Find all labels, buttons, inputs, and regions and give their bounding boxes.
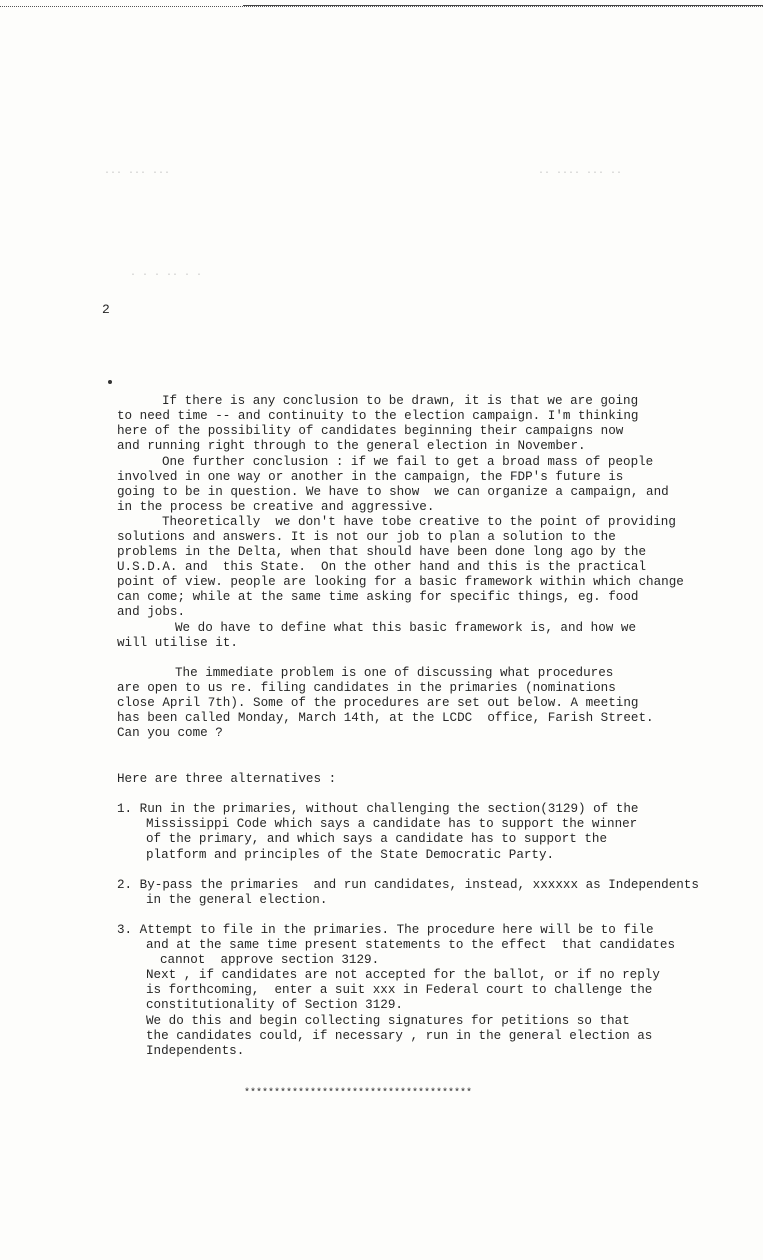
text-line: U.S.D.A. and this State. On the other hand and this is the practical [117,560,647,574]
text-line: point of view. people are looking for a basic framework within which change [117,575,684,589]
scan-top-edge [0,0,763,7]
text-line: constitutionality of Section 3129. [146,998,403,1012]
text-line: Mississippi Code which says a candidate has to support the winner [146,817,638,831]
text-line: close April 7th). Some of the procedures are set out below. A meeting [117,696,639,710]
separator-line: ************************************** [244,1088,473,1099]
text-line: here of the possibility of candidates beginning their campaigns now [117,424,624,438]
page-marker: 2 [102,302,110,317]
text-line: of the primary, and which says a candidate has to support the [146,832,608,846]
bullet-mark [108,380,112,384]
text-line: Theoretically we don't have tobe creative to the point of providing [162,515,676,529]
text-line: The immediate problem is one of discussing what procedures [175,666,614,680]
text-line: cannot approve section 3129. [160,953,380,967]
text-line: involved in one way or another in the campaign, the FDP's future is [117,470,624,484]
text-line: can come; while at the same time asking for specific things, eg. food [117,590,639,604]
text-line: to need time -- and continuity to the election campaign. I'm thinking [117,409,639,423]
text-line: We do have to define what this basic framework is, and how we [175,621,637,635]
text-line: Next , if candidates are not accepted for the ballot, or if no reply [146,968,660,982]
text-line: are open to us re. filing candidates in the primaries (nominations [117,681,616,695]
text-line: platform and principles of the State Democratic Party. [146,848,555,862]
text-line: We do this and begin collecting signatures for petitions so that [146,1014,630,1028]
text-line: problems in the Delta, when that should have been done long ago by the [117,545,647,559]
text-line: 3. Attempt to file in the primaries. The procedure here will be to file [117,923,654,937]
text-line: 1. Run in the primaries, without challenging the section(3129) of the [117,802,639,816]
text-line: solutions and answers. It is not our job to plan a solution to the [117,530,616,544]
text-line: and jobs. [117,605,186,619]
text-line: Here are three alternatives : [117,772,337,786]
text-line: has been called Monday, March 14th, at the LCDC office, Farish Street. [117,711,654,725]
text-line: One further conclusion : if we fail to get a broad mass of people [162,455,654,469]
bleed-through-mark: · · · ·· · · [130,270,203,281]
bleed-through-mark: ·· ···· ··· ·· [538,168,623,179]
text-line: 2. By-pass the primaries and run candidates, instead, xxxxxx as Independents [117,878,699,892]
text-line: in the general election. [146,893,328,907]
text-line: is forthcoming, enter a suit xxx in Federal court to challenge the [146,983,653,997]
text-line: If there is any conclusion to be drawn, it is that we are going [162,394,639,408]
scan-top-edge-line [243,0,763,6]
bleed-through-mark: ··· ··· ··· [104,168,171,179]
text-line: will utilise it. [117,636,238,650]
text-line: and at the same time present statements to the effect that candidates [146,938,676,952]
text-line: in the process be creative and aggressive. [117,500,435,514]
text-line: Can you come ? [117,726,223,740]
text-line: the candidates could, if necessary , run in the general election as [146,1029,653,1043]
text-line: Independents. [146,1044,245,1058]
text-line: going to be in question. We have to show we can organize a campaign, and [117,485,669,499]
text-line: and running right through to the general election in November. [117,439,586,453]
